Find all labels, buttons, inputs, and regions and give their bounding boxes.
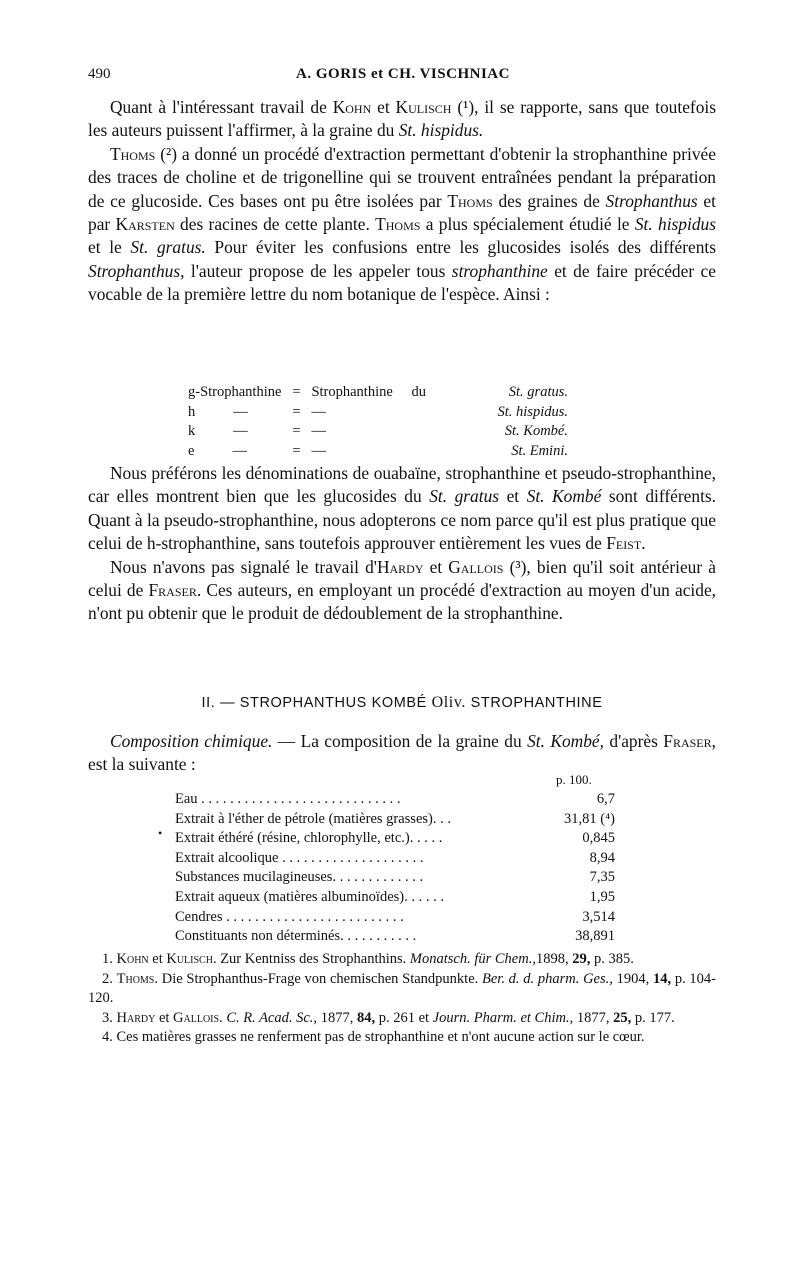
- page-header: [88, 66, 718, 90]
- paragraph: Thoms (²) a donné un procédé d'extraction permettant d'obtenir la strophanthine privée des traces de choline et de trigonelline qui se trouvent entraînées pendant la préparation de ce glucoside. Ces bases ont pu être isolées par Thoms des graines de Strophanthus et par Karsten des racines de cette plante. Thoms a plus spécialement étudié le St. hispidus et le St. gratus. Pour éviter les confusions entre les glucosides isolés des différents Strophanthus, l'auteur propose de les appeler tous strophanthine et de faire précéder ce vocable de la première lettre du nom botanique de l'espèce. Ainsi :: [88, 143, 717, 305]
- running-head: A. GORIS et CH. VISCHNIAC: [296, 66, 510, 82]
- table-row: Cendres . . . . . . . . . . . . . . . . . . . . . . . . . 3,514: [175, 908, 615, 925]
- unit-label: p. 100.: [556, 772, 592, 787]
- list-item: e — = — St. Emini.: [188, 442, 568, 459]
- table-row: Extrait aqueux (matières albuminoïdes). . . . . . 1,95: [175, 888, 615, 905]
- section-heading: II. — STROPHANTHUS KOMBÉ Oliv. STROPHANTHINE: [201, 694, 603, 711]
- footnote: 3. Hardy et Gallois. C. R. Acad. Sc., 1877, 84, p. 261 et Journ. Pharm. et Chim., 1877, 25, p. 177.: [102, 1009, 675, 1026]
- paragraph: Quant à l'intéressant travail de Kohn et Kulisch (¹), il se rapporte, sans que toutefois les auteurs puissent l'affirmer, à la graine du St. hispidus.: [88, 97, 716, 141]
- naming-list: [188, 383, 568, 461]
- footnotes: [88, 950, 716, 1048]
- paragraph: Nous n'avons pas signalé le travail d'Hardy et Gallois (³), bien qu'il soit antérieur à celui de Fraser. Ces auteurs, en employant un procédé d'extraction au moyen d'un acide, n'ont pu obtenir que le produit de dédoublement de la strophanthine.: [88, 556, 717, 624]
- paragraph: Composition chimique. — La composition de la graine du St. Kombé, d'après Fraser, est la suivante :: [88, 731, 716, 775]
- discussion-text: [88, 462, 716, 626]
- list-item: g-Strophanthine = Strophanthine du St. gratus.: [188, 384, 568, 400]
- table-row: Substances mucilagineuses. . . . . . . . . . . . . 7,35: [175, 869, 615, 886]
- list-item: h — = — St. hispidus.: [188, 403, 568, 420]
- paragraph: Nous préférons les dénominations de ouabaïne, strophanthine et pseudo-strophanthine, car elles montrent bien que les glucosides du St. gratus et St. Kombé sont différents. Quant à la pseudo-strophanthine, nous adopterons ce nom parce qu'il est plus pratique que celui de h-strophanthine, sans toutefois approuver entièrement les vues de Feist.: [88, 463, 717, 554]
- composition-table: [175, 790, 615, 947]
- footnote: 1. Kohn et Kulisch. Zur Kentniss des Strophanthins. Monatsch. für Chem.,1898, 29, p. 385.: [102, 951, 634, 967]
- table-row: Extrait à l'éther de pétrole (matières grasses). . . 31,81 (⁴): [175, 810, 615, 827]
- table-row: Extrait alcoolique . . . . . . . . . . . . . . . . . . . . 8,94: [175, 849, 615, 866]
- intro-text: [88, 96, 716, 307]
- bullet-mark: •: [158, 826, 163, 840]
- page-number: 490: [88, 66, 111, 82]
- footnote: 2. Thoms. Die Strophanthus-Frage von chemischen Standpunkte. Ber. d. d. pharm. Ges., 1904, 14, p. 104-120.: [88, 970, 716, 1007]
- footnote: 4. Ces matières grasses ne renferment pas de strophanthine et n'ont aucune action sur le cœur.: [102, 1029, 645, 1046]
- composition-intro: [88, 730, 716, 777]
- list-item: k — = — St. Kombé.: [188, 423, 568, 439]
- table-row: Extrait éthéré (résine, chlorophylle, etc.). . . . . 0,845: [175, 830, 615, 847]
- table-row: Eau . . . . . . . . . . . . . . . . . . . . . . . . . . . . 6,7: [175, 791, 615, 807]
- table-row: Constituants non déterminés. . . . . . . . . . . 38,891: [175, 928, 615, 945]
